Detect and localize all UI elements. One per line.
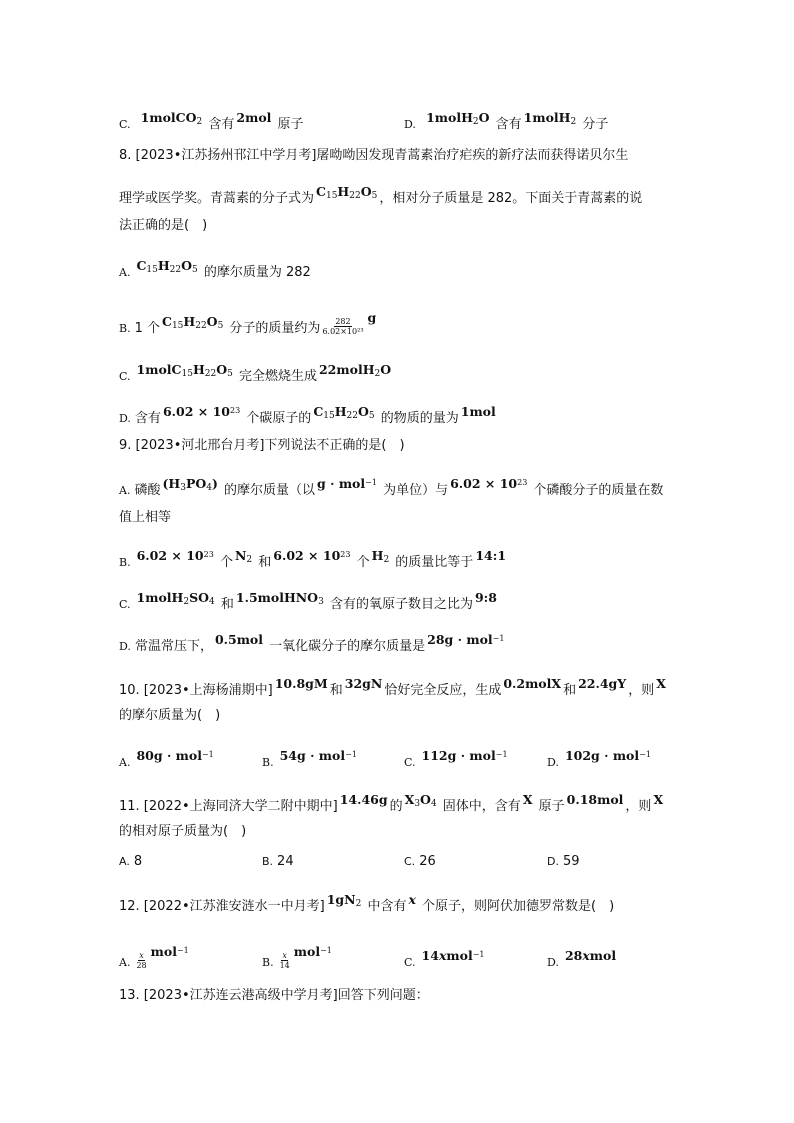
formula: $1molC_{15}H_{22}O_5$ [136,362,233,379]
formula: X [653,792,664,807]
formula: $6.02 \times 10^{23}$ [162,404,241,419]
option-label: D. [119,412,131,425]
option-value: 8 [133,854,143,869]
q9-option-d [119,632,506,658]
formula: 10.8gM [274,676,328,691]
text: 和 [329,683,343,698]
q12-option-c [404,948,487,974]
formula: 9:8 [474,590,497,605]
formula: X [522,792,533,807]
formula: $C_{15}H_{22}O_5$ [313,404,375,421]
q7-option-c [119,110,304,136]
unit: mol$^{-1}$ [293,944,332,959]
q11-option-d [547,852,580,872]
formula: 28xmol [564,948,617,963]
formula: $6.02 \times 10^{23}$ [273,548,351,563]
formula: 22.4gY [578,676,627,691]
formula: $6.02 \times 10^{23}$ [136,548,214,563]
fraction [280,951,290,970]
formula: 1mol [460,404,496,419]
text: 原子 [534,799,565,814]
q12-stem [119,892,615,918]
formula: 0.5mol [214,632,264,647]
formula: 0.18mol [566,792,624,807]
q7-option-d [404,110,609,136]
text: ，则 [628,683,655,698]
text: 个碳原子的 [242,411,312,426]
text: 含有 [491,117,522,132]
q11-stem-line2: 的相对原子质量为( ) [119,824,247,839]
q8-stem-line3: 法正确的是( ) [119,218,208,233]
text: ，则 [625,799,652,814]
text: 1 个 [134,321,160,336]
text: 个 [215,555,233,570]
option-label: C. [404,956,416,969]
text: 完全燃烧生成 [234,369,317,384]
formula: 14xmol$^{-1}$ [421,948,485,963]
option-label: B. [262,956,274,969]
option-value: 26 [419,854,436,869]
formula: x [408,892,416,907]
text: 的 [389,799,403,814]
option-label: D. [547,956,559,969]
text: 恰好完全反应，生成 [384,683,502,698]
denominator: 6.02×10²³ [322,327,364,336]
text: 分子 [578,117,609,132]
q10-option-c [404,748,510,774]
formula: 32gN [344,676,383,691]
denominator: 28 [136,961,147,970]
formula: 1molH$_2$ [523,110,577,127]
text: 理学或医学奖。青蒿素的分子式为 [119,191,315,206]
q10-option-a [119,748,216,774]
formula: $6.02 \times 10^{23}$ [450,476,528,491]
option-value: 24 [277,854,294,869]
formula: 80g · mol$^{-1}$ [136,748,214,763]
option-label: D. [119,640,131,653]
text: 含有的氧原子数目之比为 [325,597,473,612]
numerator: 282 [335,317,351,326]
formula: 2mol [236,110,272,125]
formula: $X_3O_4$ [404,792,437,809]
q10-option-d [547,748,653,774]
text: 个 [352,555,370,570]
formula: X [656,676,666,691]
q9-option-a [119,476,664,502]
fraction [322,317,363,336]
text: 常温常压下， [134,639,213,654]
formula: 1molCO$_2$ [140,110,203,127]
option-label: D. [547,756,559,769]
fraction [136,951,146,970]
formula: 112g · mol$^{-1}$ [421,748,508,763]
text: 原子 [273,117,304,132]
formula: 14.46g [339,792,388,807]
option-label: C. [119,370,131,383]
formula: 28g · mol$^{-1}$ [427,632,505,647]
q12-option-b [262,944,334,978]
q9-option-b [119,548,508,574]
text: 11. [2022•上海同济大学二附中期中] [119,799,338,814]
text: 中含有 [363,899,407,914]
option-label: B. [262,855,274,868]
text: 含有 [134,411,161,426]
formula: $C_{15}H_{22}O_5$ [162,314,224,331]
formula: 1molH$_2$O [426,110,490,127]
q11-stem [119,792,665,818]
option-label: D. [404,118,416,131]
option-label: A. [119,484,131,497]
formula: $H_2$ [371,548,390,565]
q10-stem-line2: 的摩尔质量为( ) [119,708,221,723]
q8-stem-line1: 8. [2023•江苏扬州邗江中学月考]屠呦呦因发现青蒿素治疗疟疾的新疗法而获得诺贝尔生 [119,148,629,163]
formula: $(H_3PO_4)$ [162,476,218,493]
option-label: A. [119,855,130,868]
text: 的质量比等于 [391,555,474,570]
unit: mol$^{-1}$ [150,944,189,959]
q8-option-a [119,258,311,284]
q8-option-d [119,404,498,430]
text: 12. [2022•江苏淮安涟水一中月考] [119,899,325,914]
q8-option-c [119,362,393,388]
text: 一氧化碳分子的摩尔质量是 [265,639,426,654]
option-label: C. [119,598,131,611]
q13-stem: 13. [2023•江苏连云港高级中学月考]回答下列问题： [119,988,429,1003]
formula: 22molH$_2$O [318,362,392,379]
text: 个磷酸分子的质量在数 [529,483,664,498]
option-label: A. [119,756,131,769]
q9-option-c [119,590,499,616]
formula: 54g · mol$^{-1}$ [279,748,357,763]
numerator: x [139,951,144,960]
text: ，相对分子质量是 282。下面关于青蒿素的说 [379,191,643,206]
text: 的摩尔质量为 282 [199,265,311,280]
option-label: C. [404,855,416,868]
option-label: B. [119,556,131,569]
option-label: A. [119,956,131,969]
text: 磷酸 [134,483,161,498]
text: 分子的质量约为 [225,321,321,336]
q8-option-b [119,310,378,344]
text: 和 [216,597,234,612]
option-label: A. [119,266,131,279]
option-label: B. [119,322,131,335]
text: 和 [563,683,577,698]
formula: $N_2$ [234,548,253,565]
text: 个原子，则阿伏加德罗常数是( ) [417,899,615,914]
q10-stem [119,676,668,701]
formula: 0.2molX [503,676,562,691]
formula: 102g · mol$^{-1}$ [564,748,651,763]
q9-option-a-line2: 值上相等 [119,510,172,525]
formula: $C_{15}H_{22}O_5$ [316,184,378,201]
unit: g [367,310,377,325]
q10-option-b [262,748,359,774]
q11-option-c [404,852,436,872]
formula: $1gN_2$ [326,892,362,909]
option-label: D. [547,855,559,868]
formula: 1.5molHNO$_3$ [235,590,324,607]
q11-option-b [262,852,294,872]
q8-stem-line2 [119,184,643,210]
formula: $C_{15}H_{22}O_5$ [136,258,198,275]
text: 为单位）与 [378,483,449,498]
formula: $1molH_2SO_4$ [136,590,215,607]
option-value: 59 [562,854,580,869]
formula: g · mol$^{-1}$ [317,476,377,491]
option-label: C. [404,756,416,769]
q9-stem: 9. [2023•河北邢台月考]下列说法不正确的是( ) [119,438,405,453]
text: 的物质的量为 [376,411,459,426]
q11-option-a [119,852,142,872]
numerator: x [282,951,287,960]
option-label: C. [119,118,131,131]
q12-option-d [547,948,618,973]
text: 固体中，含有 [438,799,521,814]
q12-option-a [119,944,191,978]
text: 10. [2023•上海杨浦期中] [119,683,273,698]
denominator: 14 [279,961,290,970]
option-label: B. [262,756,274,769]
formula: 14:1 [475,548,507,563]
text: 和 [254,555,272,570]
text: 的摩尔质量（以 [219,483,316,498]
text: 含有 [204,117,235,132]
